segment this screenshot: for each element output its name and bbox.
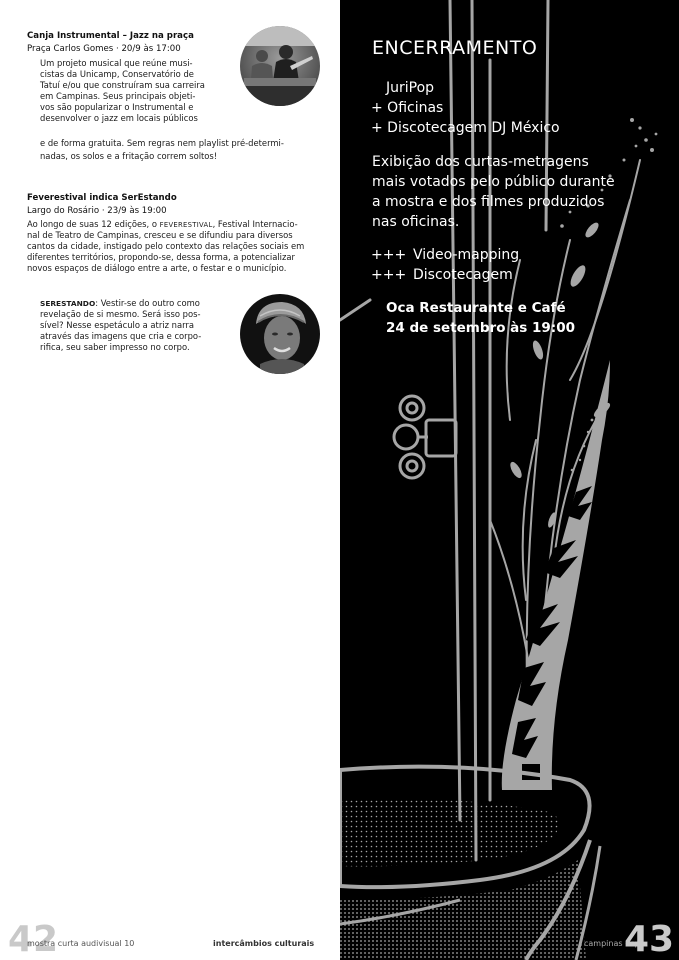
body-line: Tatuí e/ou que construíram sua carreira bbox=[40, 80, 205, 90]
musicians-photo bbox=[240, 26, 320, 106]
paragraph-line: nas oficinas. bbox=[372, 214, 460, 230]
body-line: nadas, os solos e a fritação correm soltos! bbox=[40, 151, 218, 161]
item-juripop: JuriPop bbox=[386, 80, 435, 96]
body-line: e de forma gratuita. Sem regras nem playlist pré-determi- bbox=[40, 138, 284, 148]
plant-vase-illustration bbox=[340, 0, 679, 960]
body-line: Um projeto musical que reúne musi- bbox=[40, 58, 193, 68]
extra-marker: +++ bbox=[371, 267, 407, 283]
paragraph-line: a mostra e dos filmes produzidos bbox=[372, 194, 605, 210]
body-line: rifica, seu saber impresso no corpo. bbox=[40, 342, 190, 352]
body-line: vos são popularizar o Instrumental e bbox=[40, 102, 194, 112]
right-page bbox=[340, 0, 679, 960]
extra-discotecagem: Discotecagem bbox=[413, 267, 513, 283]
section-subtitle-feverestival: Largo do Rosário · 23/9 às 19:00 bbox=[27, 206, 167, 216]
extra-video-mapping: Video-mapping bbox=[413, 247, 520, 263]
event-datetime: 24 de setembro às 19:00 bbox=[386, 320, 575, 336]
section-subtitle-canja: Praça Carlos Gomes · 20/9 às 17:00 bbox=[27, 44, 181, 54]
body-line: através das imagens que cria e corpo- bbox=[40, 331, 202, 341]
paragraph-line: mais votados pelo público durante bbox=[372, 174, 615, 190]
section-title-feverestival: Feverestival indica SerEstando bbox=[27, 193, 177, 203]
paragraph-line: Exibição dos curtas-metragens bbox=[372, 154, 589, 170]
body-line: cistas da Unicamp, Conservatório de bbox=[40, 69, 194, 79]
body-line: novos espaços de diálogo entre a arte, o festar e o município. bbox=[27, 263, 287, 273]
section-title-canja: Canja Instrumental – Jazz na praça bbox=[27, 31, 194, 41]
page-number-right: 43 bbox=[624, 919, 675, 960]
publication-name: mostra curta audivisual 10 bbox=[27, 939, 135, 948]
venue-name: Oca Restaurante e Café bbox=[386, 300, 566, 316]
body-line: sível? Nesse espetáculo a atriz narra bbox=[40, 320, 194, 330]
body-line bbox=[40, 298, 200, 309]
city-name: campinas - sp bbox=[584, 939, 640, 948]
body-line: em Campinas. Seus principais objeti- bbox=[40, 91, 196, 101]
page-number-left: 42 bbox=[8, 919, 59, 960]
body-line: revelação de si mesmo. Será isso pos- bbox=[40, 309, 201, 319]
section-name: intercâmbios culturais bbox=[213, 939, 315, 948]
actress-photo bbox=[240, 294, 320, 374]
body-line: desenvolver o jazz em locais públicos bbox=[40, 113, 198, 123]
body-line: nal de Teatro de Campinas, cresceu e se difundiu para diversos bbox=[27, 230, 293, 240]
extra-marker: +++ bbox=[371, 247, 407, 263]
body-text: , Festival Internacio- bbox=[212, 219, 298, 229]
heading-encerramento: ENCERRAMENTO bbox=[372, 37, 538, 59]
item-oficinas: + Oficinas bbox=[371, 100, 444, 116]
body-line: diferentes territórios, propondo-se, dessa forma, a potencializar bbox=[27, 252, 295, 262]
serestando-lead: SERESTANDO bbox=[40, 299, 96, 308]
item-discotecagem-dj: + Discotecagem DJ México bbox=[371, 120, 560, 136]
body-text: : Vestir-se do outro como bbox=[95, 298, 200, 308]
body-line: cantos da cidade, instigado pelo contexto das relações sociais em bbox=[27, 241, 305, 251]
body-text: Ao longo de suas 12 edições, o bbox=[27, 219, 160, 229]
feverestival-smallcaps: FEVERESTIVAL bbox=[159, 221, 213, 229]
